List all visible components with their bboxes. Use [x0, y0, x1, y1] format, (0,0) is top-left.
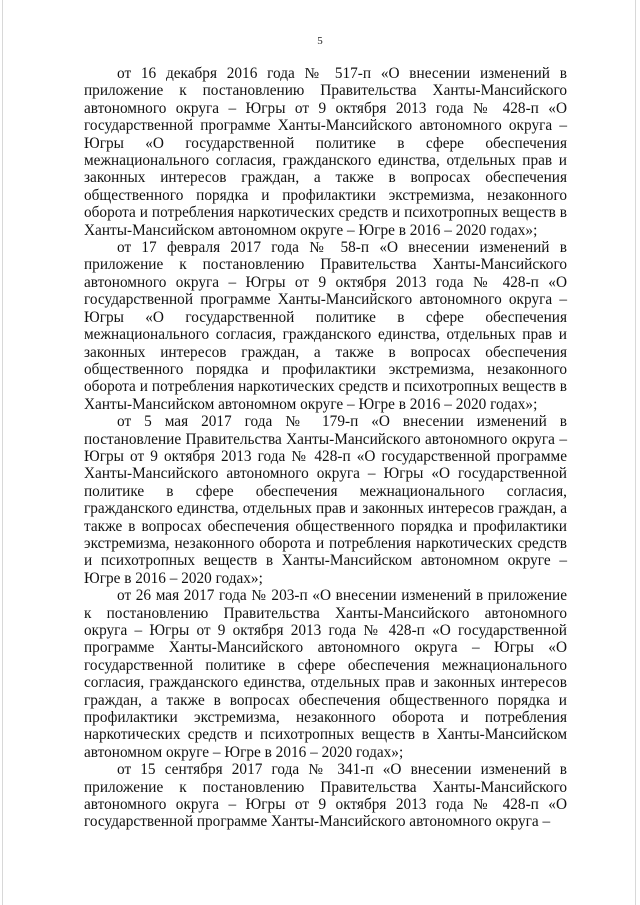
paragraph-decree-58: от 17 февраля 2017 года № 58-п «О внесении изменений в приложение к постановлению Правительства Ханты-Мансийского автономного округа – Югры от 9 октября 2013 года № 428-п «О государственной программе Ханты-Мансийского автономного округа – Югры «О государственной политике в сфере обеспечения межнационального согласия, гражданского единства, отдельных прав и законных интересов граждан, а также в вопросах обеспечения общественного порядка и профилактики экстремизма, незаконного оборота и потребления наркотических средств и психотропных веществ в Ханты-Мансийском автономном округе – Югре в 2016 – 2020 годах»;: [84, 239, 567, 413]
scan-edge-right: [635, 0, 636, 905]
page-number: 5: [317, 35, 323, 47]
paragraph-decree-179: от 5 мая 2017 года № 179-п «О внесении изменений в постановление Правительства Ханты-Мансийского автономного округа – Югры от 9 октября 2013 года № 428-п «О государственной программе Ханты-Мансийского автономного округа – Югры «О государственной политике в сфере обеспечения межнационального согласия, гражданского единства, отдельных прав и законных интересов граждан, а также в вопросах обеспечения общественного порядка и профилактики экстремизма, незаконного оборота и потребления наркотических средств и психотропных веществ в Ханты-Мансийском автономном округе – Югре в 2016 – 2020 годах»;: [84, 413, 567, 587]
document-body: [84, 65, 567, 831]
paragraph-decree-203: от 26 мая 2017 года № 203-п «О внесении изменений в приложение к постановлению Правительства Ханты-Мансийского автономного округа – Югры от 9 октября 2013 года № 428-п «О государственной программе Ханты-Мансийского автономного округа – Югры «О государственной политике в сфере обеспечения межнационального согласия, гражданского единства, отдельных прав и законных интересов граждан, а также в вопросах обеспечения общественного порядка и профилактики экстремизма, незаконного оборота и потребления наркотических средств и психотропных веществ в Ханты-Мансийском автономном округе – Югре в 2016 – 2020 годах»;: [84, 587, 567, 761]
scan-edge-left: [2, 0, 3, 905]
paragraph-decree-341: от 15 сентября 2017 года № 341-п «О внесении изменений в приложение к постановлению Правительства Ханты-Мансийского автономного округа – Югры от 9 октября 2013 года № 428-п «О государственной программе Ханты-Мансийского автономного округа –: [84, 761, 567, 831]
paragraph-decree-517: от 16 декабря 2016 года № 517-п «О внесении изменений в приложение к постановлению Правительства Ханты-Мансийского автономного округа – Югры от 9 октября 2013 года № 428-п «О государственной программе Ханты-Мансийского автономного округа – Югры «О государственной политике в сфере обеспечения межнационального согласия, гражданского единства, отдельных прав и законных интересов граждан, а также в вопросах обеспечения общественного порядка и профилактики экстремизма, незаконного оборота и потребления наркотических средств и психотропных веществ в Ханты-Мансийском автономном округе – Югре в 2016 – 2020 годах»;: [84, 65, 567, 239]
